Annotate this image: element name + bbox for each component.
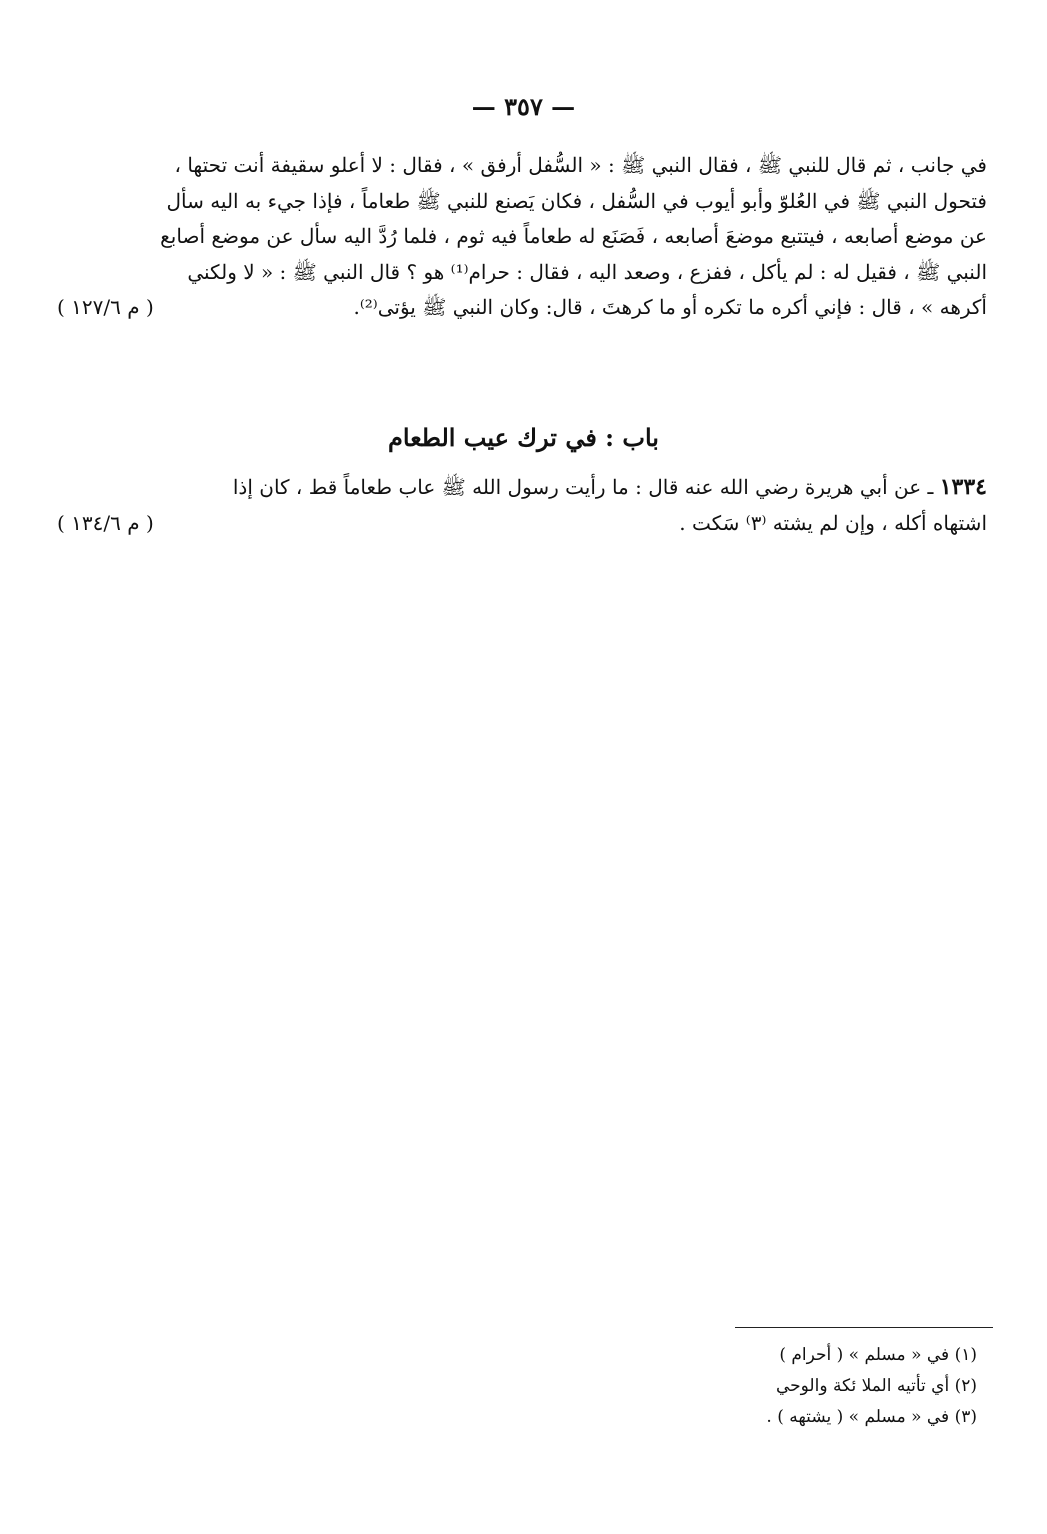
- footnote: (٣) في « مسلم » ( يشتهه ) .: [766, 1407, 977, 1427]
- text-line: في جانب ، ثم قال للنبي ﷺ ، فقال النبي ﷺ : « السُّفل أرفق » ، فقال : لا أعلو سقيفة أنت تحتها ،: [174, 153, 987, 177]
- text-line: عن موضع أصابعه ، فيتتبع موضعَ أصابعه ، فَصَنَع له طعاماً فيه ثوم ، فلما رُدَّ اليه سأل عن موضع أصابع: [160, 224, 987, 248]
- page-number: — ٣٥٧ —: [471, 92, 576, 121]
- text-line: فتحول النبي ﷺ في العُلوّ وأبو أيوب في السُّفل ، فكان يَصنع للنبي ﷺ طعاماً ، فإذا جيء به اليه سأل: [166, 188, 987, 213]
- hadith-text: اشتهاه أكله ، وإن لم يشته ⁽٣⁾ سَكت .: [679, 510, 987, 535]
- text-line-with-reference: [57, 290, 987, 326]
- text-line: [57, 470, 987, 506]
- section-title: باب : في ترك عيب الطعام: [388, 423, 659, 452]
- paragraph-continued: [57, 148, 987, 326]
- text-line-with-reference: [57, 506, 987, 542]
- footnotes: [577, 1340, 977, 1433]
- footnote-divider: [735, 1327, 993, 1328]
- hadith-number: ١٣٣٤: [939, 474, 987, 500]
- text-line: النبي ﷺ ، فقيل له : لم يأكل ، ففزع ، وصعد اليه ، فقال : حرام⁽¹⁾ هو ؟ قال النبي ﷺ : « لا ولكني: [187, 259, 987, 284]
- hadith-text: ـ عن أبي هريرة رضي الله عنه قال : ما رأيت رسول الله ﷺ عاب طعاماً قط ، كان إذا: [232, 475, 940, 499]
- footnote: (٢) أي تأتيه الملا ئكة والوحي: [775, 1376, 977, 1396]
- text-line: أكرهه » ، قال : فإني أكره ما تكره أو ما كرهتَ ، قال: وكان النبي ﷺ يؤتى⁽²⁾.: [353, 295, 987, 319]
- source-reference: ( م ١٣٤/٦ ): [57, 510, 154, 535]
- footnote: (١) في « مسلم » ( أحرام ): [779, 1345, 977, 1365]
- source-reference: ( م ١٢٧/٦ ): [57, 295, 154, 319]
- hadith-paragraph: [57, 470, 987, 541]
